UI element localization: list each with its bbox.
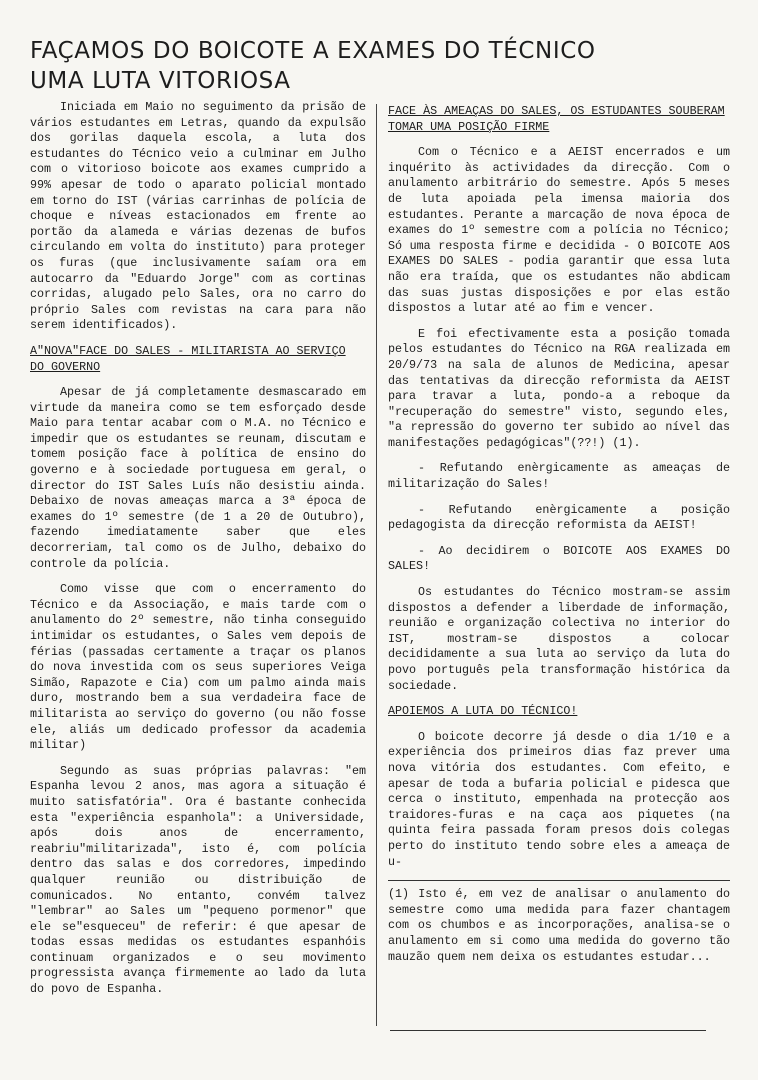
- paragraph: Segundo as suas próprias palavras: "em Espanha levou 2 anos, mas agora a situação é muito satisfatória". Ora é bastante conhecida esta "experiência espanhola": a Universidade, após dois anos de encerramento, reabriu"militarizada", isto é, com polícia dentro das salas e dos corredores, impedindo qualquer reunião ou distribuição de comunicados. No entanto, convém talvez "lembrar" ao Sales um "pequeno pormenor" que ele se"esqueceu" de referir: é que apesar de todas essas medidas os estudantes espanhóis continuam organizados e o seu movimento progressista avança firmemente ao lado da luta do povo de Espanha.: [30, 763, 366, 997]
- footnote-rule: [388, 880, 730, 881]
- paragraph: E foi efectivamente esta a posição tomada pelos estudantes do Técnico na RGA realizada em 20/9/73 na sala de alunos de Medicina, apesar das tentativas da direcção reformista da AEIST para travar a luta, pondo-a a reboque da "recuperação do semestre" visto, segundo eles, "a repressão do governo ter subido ao nível das manifestações pedagógicas"(??!) (1).: [388, 326, 730, 450]
- title-line-2: UMA LUTA VITORIOSA: [30, 68, 291, 94]
- paragraph: Apesar de já completamente desmascarado em virtude da maneira como se tem esforçado desde Maio para tentar acabar com o M.A. no Técnico e impedir que os estudantes se reunam, discutam e tomem posição face à política de ensino do governo e à sociedade portuguesa em geral, o director do IST Sales Luís não desistiu ainda. Debaixo de novas ameaças marca a 3ª época de exames do 1º semestre (de 1 a 20 de Outubro), fazendo imediatamente saber que eles decorreriam, tal como os de Julho, debaixo do controle da polícia.: [30, 385, 366, 571]
- paragraph: Os estudantes do Técnico mostram-se assim dispostos a defender a liberdade de informação, reunião e organização colectiva no interior do IST, mostram-se dispostos a colocar decididamente a sua luta ao serviço da luta do povo português pela transformação histórica da sociedade.: [388, 585, 730, 693]
- paragraph: Iniciada em Maio no seguimento da prisão de vários estudantes em Letras, quando da expulsão dos gorilas daquela escola, a luta dos estudantes do Técnico veio a culminar em Julho com o vitorioso boicote aos exames cumprido a 99% apesar de todo o aparato policial montado em torno do IST (várias carrinhas de polícia de choque e níveas estacionados em frente ao portão da alameda e várias dezenas de bufos circulando em volta do instituto) para proteger os furas (que inclusivamente saíam ora em autocarro da "Eduardo Jorge" com as cortinas corridas, alugado pelo Sales, ora no carro do próprio Sales com revistas na cara para não serem identificados).: [30, 100, 366, 333]
- column-divider: [376, 104, 377, 1026]
- paragraph: - Ao decidirem o BOICOTE AOS EXAMES DO SALES!: [388, 543, 730, 574]
- paragraph: - Refutando enèrgicamente as ameaças de militarização do Sales!: [388, 461, 730, 492]
- footnote: (1) Isto é, em vez de analisar o anulamento do semestre como uma medida para fazer chantagem com os chumbos e as incorporações, analisa-se o anulamento em si como uma medida do governo tão mauzão quem nem deixa os estudantes estudar...: [388, 887, 730, 964]
- paragraph: - Refutando enèrgicamente a posição pedagogista da direcção reformista da AEIST!: [388, 502, 730, 533]
- section-heading: FACE ÀS AMEAÇAS DO SALES, OS ESTUDANTES SOUBERAM TOMAR UMA POSIÇÃO FIRME: [388, 104, 725, 134]
- section-heading: APOIEMOS A LUTA DO TÉCNICO!: [388, 704, 578, 719]
- paragraph: Com o Técnico e a AEIST encerrados e um inquérito às actividades da direcção. Com o anulamento arbitrário do semestre. Após 5 meses de luta apoiada pela imensa maioria dos estudantes. Perante a marcação de nova época de exames do 1º semestre com a polícia no Técnico; Só uma resposta firme e decidida - O BOICOTE AOS EXAMES DO SALES - podia garantir que essa luta não era traída, que os estudantes não abdicam das suas justas disposições e por elas estão dispostos a lutar até ao fim e vencer.: [388, 145, 730, 316]
- paragraph: O boicote decorre já desde o dia 1/10 e a experiência dos primeiros dias faz prever uma nova vitória dos estudantes. Com efeito, e apesar de toda a bufaria policial e pidesca que cerca o instituto, empenhada na protecção aos traidores-furas e na caça aos piquetes (na quinta feira passada foram presos dois colegas perto do instituto tendo sobre eles a ameaça de u-: [388, 729, 730, 869]
- paragraph: Como visse que com o encerramento do Técnico e da Associação, e mais tarde com o anulamento do 2º semestre, não tinha conseguido intimidar os estudantes, o Sales vem depois de férias (passadas certamente a traçar os planos do nova investida com os seus superiores Veiga Simão, Rapazote e Cia) com um palmo ainda mais duro, mostrando bem a sua verdadeira face de militarista ao serviço do governo (ou não fosse ele, aliás um dedicado professor da academia militar): [30, 582, 366, 753]
- page-title: [30, 36, 730, 96]
- section-heading: A"NOVA"FACE DO SALES - MILITARISTA AO SERVIÇO DO GOVERNO: [30, 343, 346, 374]
- bottom-rule: [390, 1030, 706, 1031]
- title-line-1: FAÇAMOS DO BOICOTE A EXAMES DO TÉCNICO: [30, 38, 596, 64]
- left-column: [30, 100, 366, 1008]
- right-column: [388, 104, 730, 965]
